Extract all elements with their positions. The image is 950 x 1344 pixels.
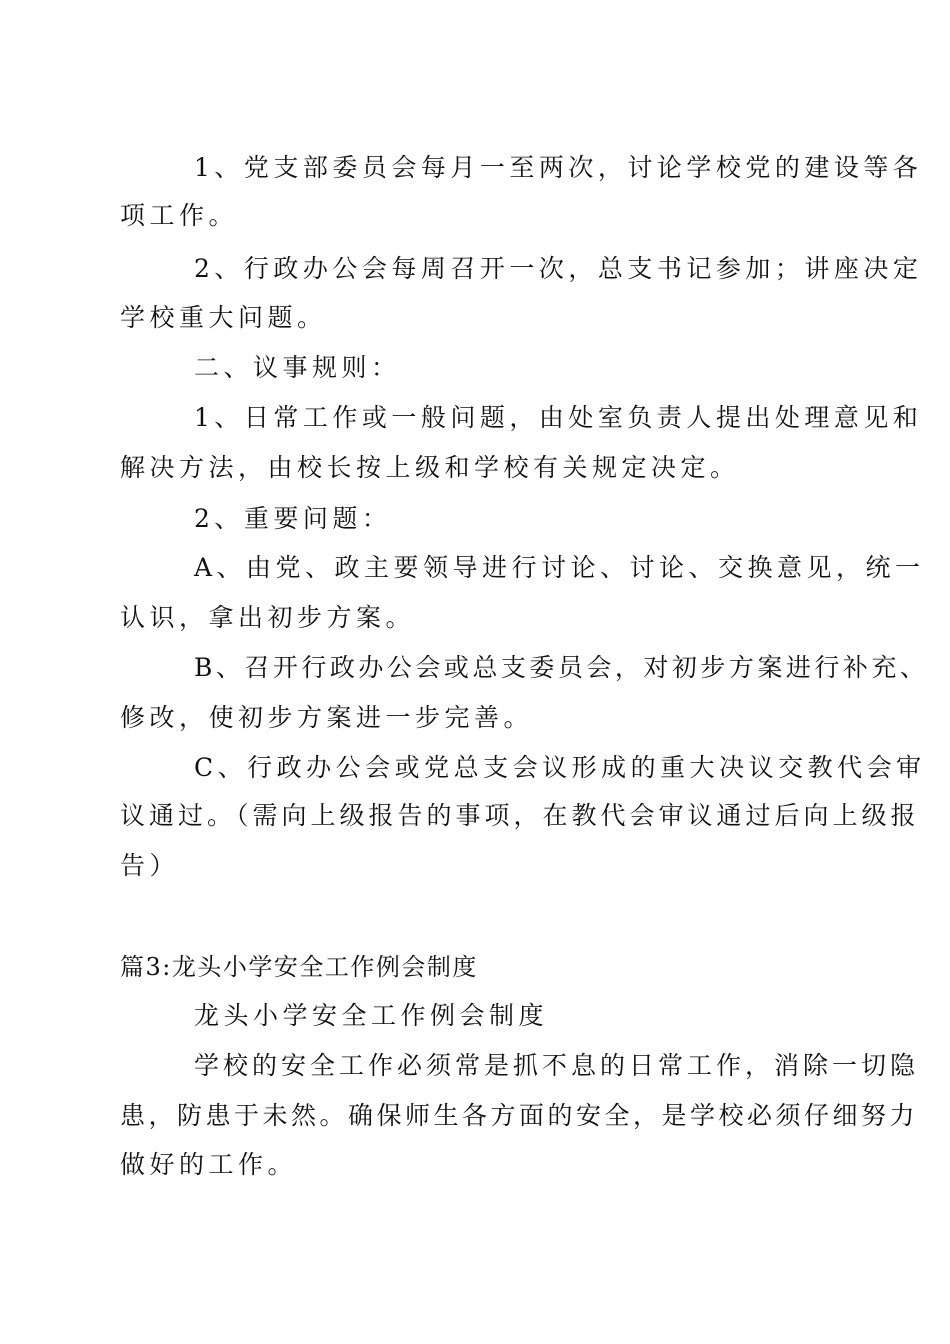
paragraph-line: 议通过。（需向上级报告的事项，在教代会审议通过后向上级报	[120, 801, 920, 830]
paragraph-line: A、由党、政主要领导进行讨论、讨论、交换意见，统一	[194, 553, 925, 582]
paragraph-line: B、召开行政办公会或总支委员会，对初步方案进行补充、	[194, 653, 929, 682]
paragraph-line: 2、行政办公会每周召开一次，总支书记参加；讲座决定	[194, 254, 923, 283]
section-heading: 二、议事规则：	[194, 353, 401, 382]
paragraph-line: 2、重要问题：	[194, 504, 392, 533]
paragraph-line: 修改，使初步方案进一步完善。	[120, 703, 534, 732]
paragraph-line: 认识，拿出初步方案。	[120, 603, 416, 632]
paragraph-line: 患，防患于未然。确保师生各方面的安全，是学校必须仔细努力	[120, 1101, 919, 1130]
paragraph-line: 学校重大问题。	[120, 303, 327, 332]
paragraph-line: 做好的工作。	[120, 1150, 298, 1179]
article-title: 龙头小学安全工作例会制度	[194, 1001, 549, 1030]
article-heading: 篇3:龙头小学安全工作例会制度	[120, 953, 478, 981]
paragraph-line: 告）	[120, 851, 180, 880]
paragraph-line: 1、党支部委员会每月一至两次，讨论学校党的建设等各	[194, 153, 923, 182]
paragraph-line: C、行政办公会或党总支会议形成的重大决议交教代会审	[194, 753, 926, 782]
paragraph-line: 学校的安全工作必须常是抓不息的日常工作，消除一切隐	[194, 1051, 920, 1080]
paragraph-line: 解决方法，由校长按上级和学校有关规定决定。	[120, 453, 740, 482]
paragraph-line: 项工作。	[120, 201, 239, 230]
paragraph-line: 1、日常工作或一般问题，由处室负责人提出处理意见和	[194, 403, 923, 432]
